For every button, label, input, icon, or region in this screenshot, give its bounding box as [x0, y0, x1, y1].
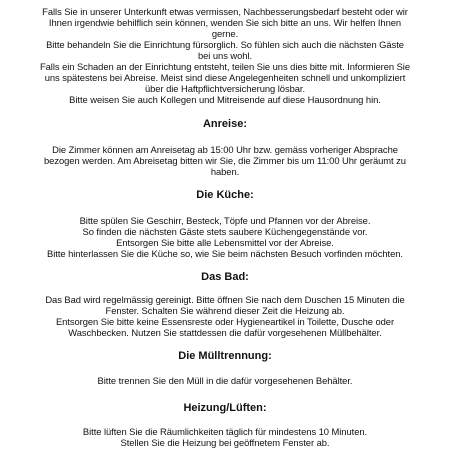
muell-section	[14, 375, 436, 386]
intro-line: gerne.	[211, 28, 239, 39]
intro-section	[14, 6, 436, 105]
anreise-section	[14, 144, 436, 177]
muell-heading: Die Mülltrennung:	[178, 350, 272, 362]
kueche-section	[14, 215, 436, 259]
bad-line: Waschbecken. Nutzen Sie stattdessen die dafür vorgesehenen Müllbehälter.	[68, 327, 382, 338]
intro-line: über die Haftpflichtversicherung lösbar.	[144, 83, 306, 94]
intro-line: bei uns wohl.	[197, 50, 253, 61]
kueche-heading: Die Küche:	[196, 189, 254, 201]
anreise-heading: Anreise:	[202, 118, 248, 130]
heizung-line: Bitte lüften Sie die Räumlichkeiten täglich für mindestens 10 Minuten.	[82, 426, 368, 437]
kueche-line: So finden die nächsten Gäste stets saubere Küchengegenstände vor.	[82, 226, 368, 237]
bad-section	[14, 294, 436, 338]
anreise-line: bezogen werden. Am Abreisetag bitten wir Sie, die Zimmer bis um 11:00 Uhr geräumt zu	[44, 155, 406, 166]
intro-line: Ihnen irgendwie behilflich sein können, wenden Sie sich bitte an uns. Wir helfen Ihnen	[48, 17, 402, 28]
intro-line: Falls ein Schaden an der Einrichtung entsteht, teilen Sie uns dies bitte mit. Informieren Sie	[39, 61, 411, 72]
kueche-line: Entsorgen Sie bitte alle Lebensmittel vor der Abreise.	[116, 237, 334, 248]
heizung-heading: Heizung/Lüften:	[183, 402, 267, 414]
intro-line: uns spätestens bei Abreise. Meist sind diese Angelegenheiten schnell und unkompliziert	[44, 72, 406, 83]
heizung-section	[14, 426, 436, 448]
intro-line: Bitte weisen Sie auch Kollegen und Mitreisende auf diese Hausordnung hin.	[69, 94, 381, 105]
bad-line: Fenster. Schalten Sie während dieser Zeit die Heizung ab.	[105, 305, 345, 316]
anreise-line: haben.	[210, 166, 240, 177]
heizung-line: Stellen Sie die Heizung bei geöffnetem Fenster ab.	[120, 437, 330, 448]
bad-line: Entsorgen Sie bitte keine Essensreste oder Hygieneartikel in Toilette, Dusche oder	[55, 316, 395, 327]
kueche-line: Bitte spülen Sie Geschirr, Besteck, Töpfe und Pfannen vor der Abreise.	[79, 215, 371, 226]
bad-line: Das Bad wird regelmässig gereinigt. Bitte öffnen Sie nach dem Duschen 15 Minuten die	[45, 294, 405, 305]
kueche-line: Bitte hinterlassen Sie die Küche so, wie Sie beim nächsten Besuch vorfinden möchten.	[47, 248, 403, 259]
muell-line: Bitte trennen Sie den Müll in die dafür vorgesehenen Behälter.	[97, 375, 353, 386]
intro-line: Falls Sie in unserer Unterkunft etwas vermissen, Nachbesserungsbedarf besteht oder wir	[42, 6, 408, 17]
anreise-line: Die Zimmer können am Anreisetag ab 15:00 Uhr bzw. gemäss vorheriger Absprache	[52, 144, 398, 155]
bad-heading: Das Bad:	[201, 271, 249, 283]
intro-line: Bitte behandeln Sie die Einrichtung fürsorglich. So fühlen sich auch die nächsten Gäste	[46, 39, 404, 50]
